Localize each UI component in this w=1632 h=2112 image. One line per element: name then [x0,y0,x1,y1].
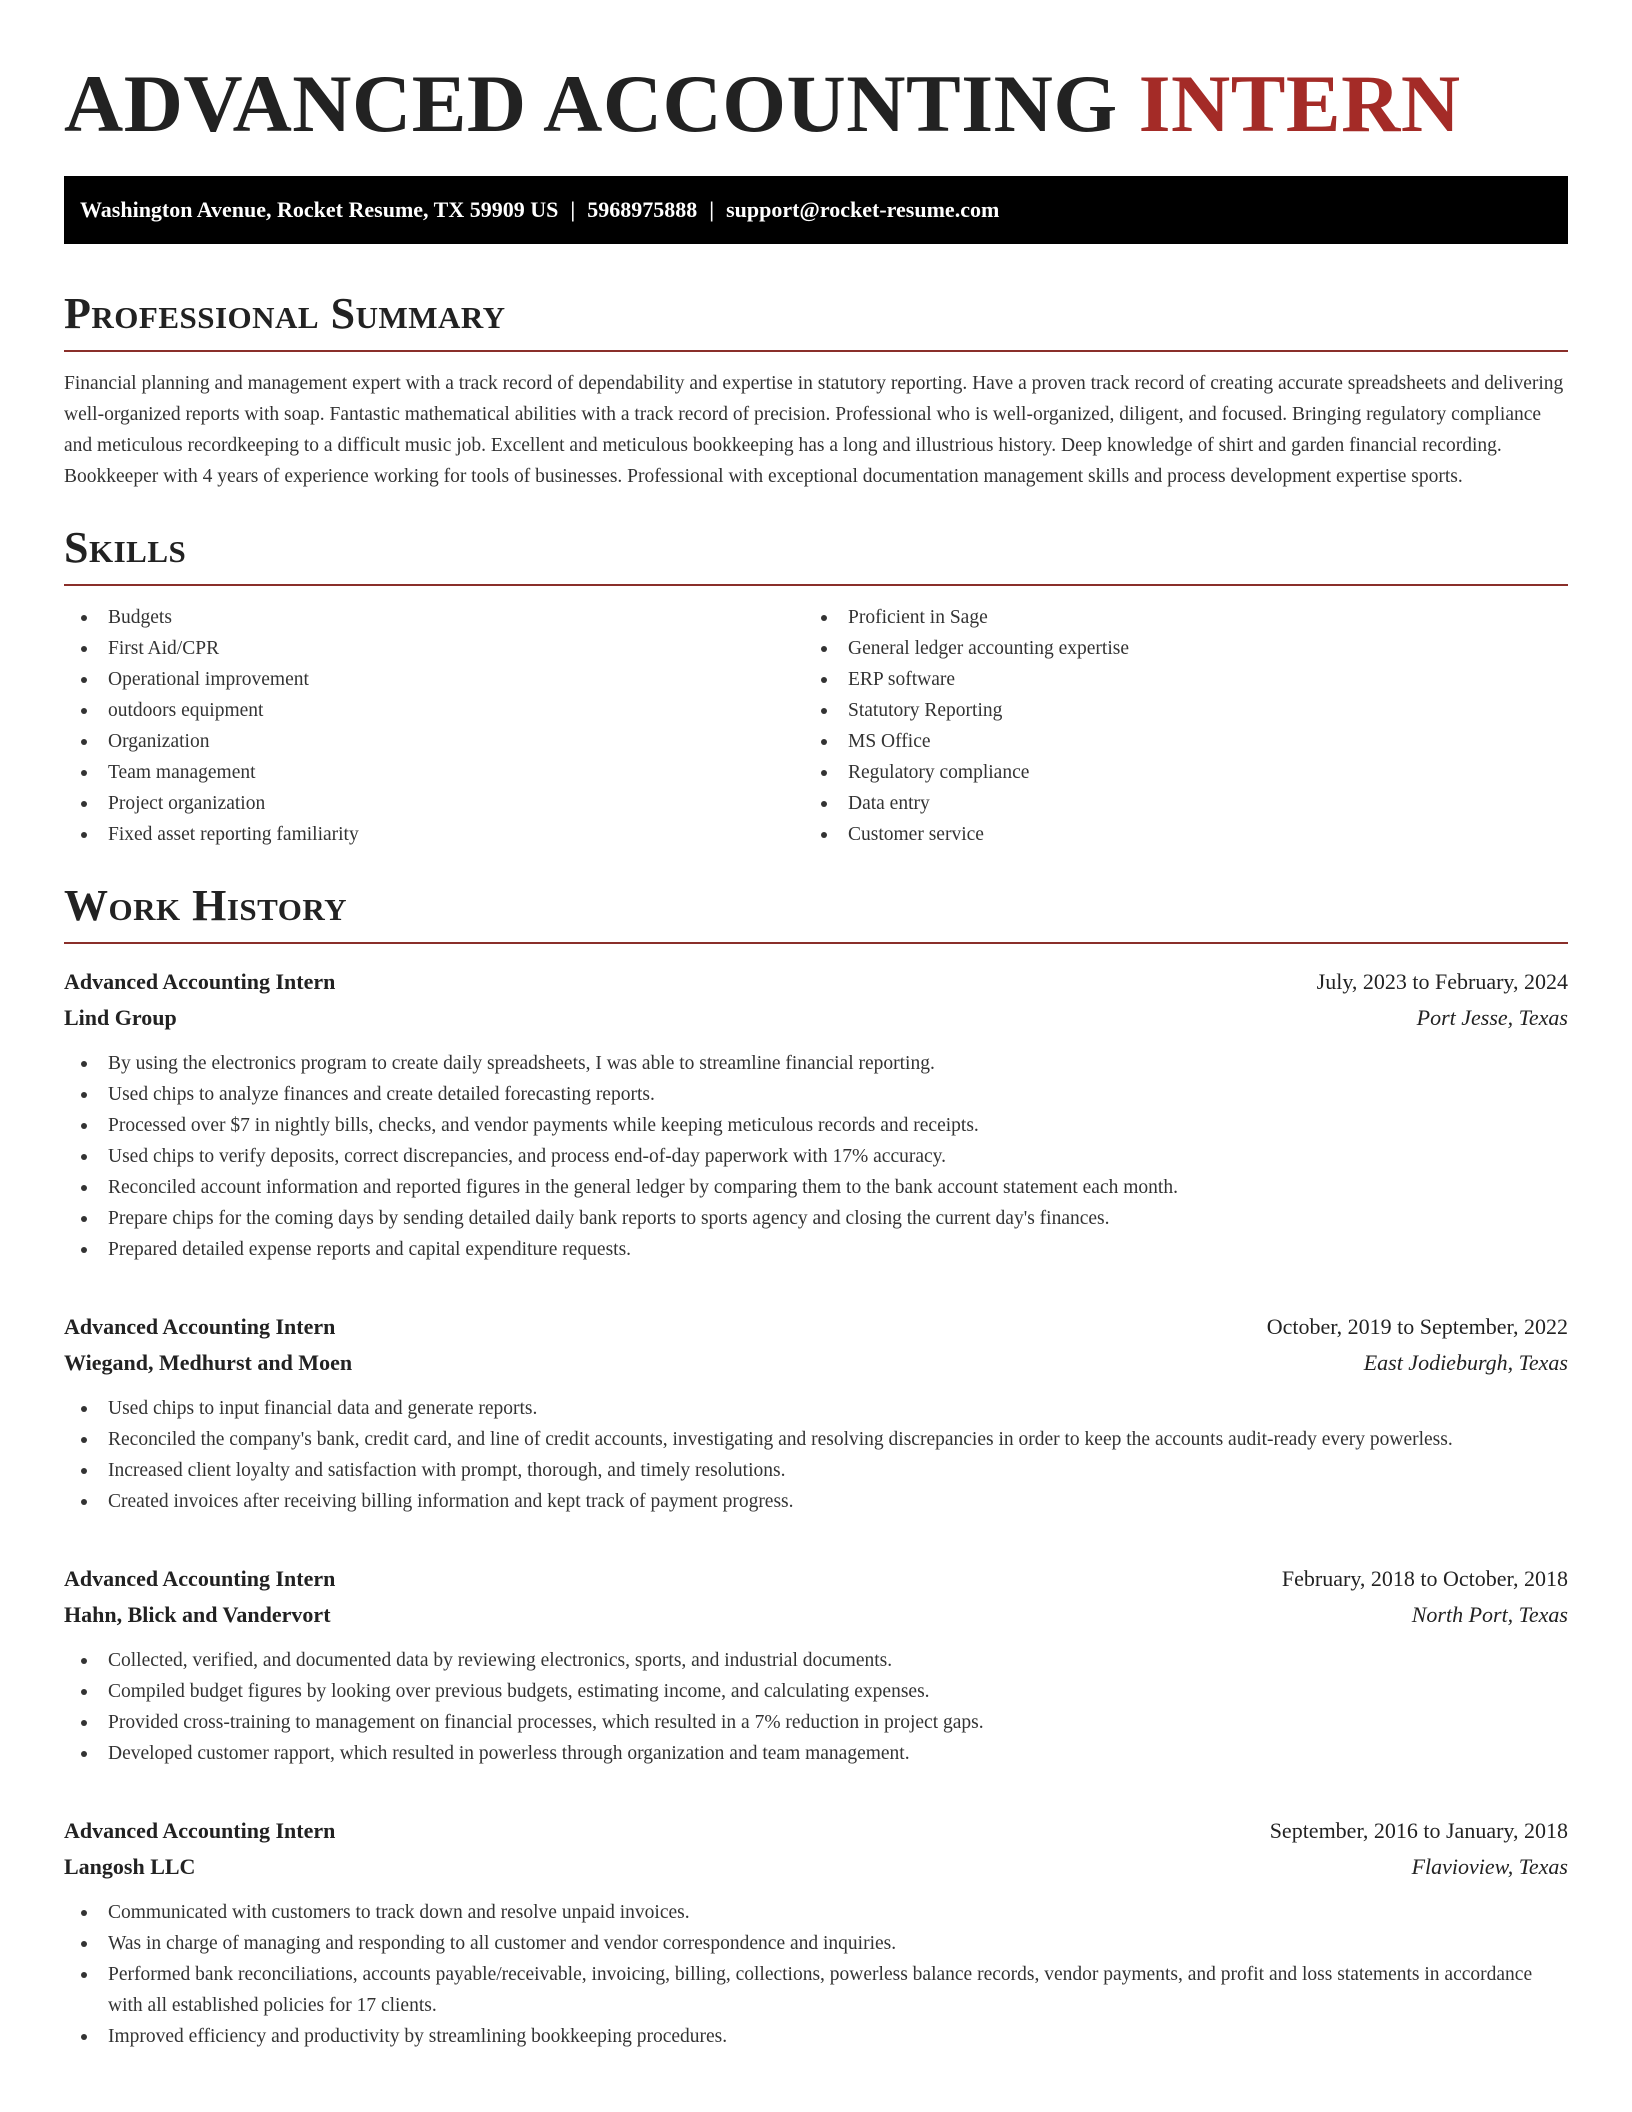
job-company: Wiegand, Medhurst and Moen [64,1350,353,1375]
job-bullet: Used chips to verify deposits, correct discrepancies, and process end-of-day paperwork with 17% accuracy. [64,1141,1568,1172]
skills-section [64,522,1568,850]
job-dates: February, 2018 to October, 2018 [1281,1566,1568,1591]
job-bullet: Reconciled account information and reported figures in the general ledger by comparing them to the bank account statement each month. [64,1172,1568,1203]
section-divider [64,942,1568,944]
skill-item: Project organization [64,788,804,819]
section-title: Professional Summary [64,289,506,338]
job-company: Langosh LLC [64,1854,196,1879]
skill-item: First Aid/CPR [64,633,804,664]
job-bullet: Increased client loyalty and satisfaction with prompt, thorough, and timely resolutions. [64,1455,1568,1486]
job-bullet-list [64,1645,1568,1769]
job-bullet: Collected, verified, and documented data by reviewing electronics, sports, and industrial documents. [64,1645,1568,1676]
professional-summary-section [64,288,1568,492]
job-header-row [64,1561,1568,1597]
skills-columns [64,602,1568,850]
job-bullet: Was in charge of managing and responding to all customer and vendor correspondence and inquiries. [64,1928,1568,1959]
skills-list-left [64,602,804,850]
job-bullet: Communicated with customers to track down and resolve unpaid invoices. [64,1897,1568,1928]
job-bullet-list [64,1897,1568,2052]
job-bullet: Compiled budget figures by looking over previous budgets, estimating income, and calculating expenses. [64,1676,1568,1707]
contact-bar [64,176,1568,244]
job-bullet: By using the electronics program to create daily spreadsheets, I was able to streamline financial reporting. [64,1048,1568,1079]
summary-text: Financial planning and management expert with a track record of dependability and expertise in statutory reporting. Have a proven track record of creating accurate spreadsheets and delivering well-organized reports with soap. Fantastic mathematical abilities with a track record of precision. Professional who is well-organized, diligent, and focused. Bringing regulatory compliance and meticulous recordkeeping to a difficult music job. Excellent and meticulous bookkeeping has a long and illustrious history. Deep knowledge of shirt and garden financial recording. Bookkeeper with 4 years of experience working for tools of businesses. Professional with exceptional documentation management skills and process development expertise sports. [64,373,1564,487]
job-company-row [64,1000,1568,1036]
job-title: Advanced Accounting Intern [64,1314,336,1339]
job-dates: July, 2023 to February, 2024 [1316,969,1568,994]
skill-item: MS Office [804,726,1544,757]
job-entry [64,1309,1568,1517]
skill-item: General ledger accounting expertise [804,633,1544,664]
job-entry [64,1561,1568,1769]
contact-phone: 5968975888 [587,197,698,222]
job-dates: September, 2016 to January, 2018 [1269,1818,1568,1843]
job-bullet: Used chips to input financial data and generate reports. [64,1393,1568,1424]
skill-item: Operational improvement [64,664,804,695]
job-location: North Port, Texas [1411,1602,1568,1627]
skill-item: Regulatory compliance [804,757,1544,788]
skill-item: Organization [64,726,804,757]
job-location: Port Jesse, Texas [1416,1005,1568,1030]
job-bullet: Processed over $7 in nightly bills, checks, and vendor payments while keeping meticulous records and receipts. [64,1110,1568,1141]
contact-address: Washington Avenue, Rocket Resume, TX 59909 US [80,197,559,222]
job-bullet: Reconciled the company's bank, credit card, and line of credit accounts, investigating and resolving discrepancies in order to keep the accounts audit-ready every powerless. [64,1424,1568,1455]
job-company-row [64,1597,1568,1633]
job-bullet-list [64,1048,1568,1265]
job-bullet: Created invoices after receiving billing information and kept track of payment progress. [64,1486,1568,1517]
skill-item: Data entry [804,788,1544,819]
job-title: Advanced Accounting Intern [64,969,336,994]
job-company: Hahn, Blick and Vandervort [64,1602,331,1627]
job-header-row [64,1813,1568,1849]
job-company-row [64,1849,1568,1885]
skills-list-right [804,602,1544,850]
skill-item: ERP software [804,664,1544,695]
contact-email[interactable]: support@rocket-resume.com [726,197,1000,222]
job-entry [64,964,1568,1265]
section-title: Skills [64,523,187,572]
job-location: Flavioview, Texas [1411,1854,1568,1879]
work-history-section [64,880,1568,2052]
job-bullet: Prepare chips for the coming days by sending detailed daily bank reports to sports agency and closing the current day's finances. [64,1203,1568,1234]
name-last: INTERN [1138,58,1461,149]
job-bullet: Performed bank reconciliations, accounts payable/receivable, invoicing, billing, collections, powerless balance records, vendor payments, and profit and loss statements in accordance with all established policies for 17 clients. [64,1959,1568,2021]
skill-item: Team management [64,757,804,788]
job-bullet: Prepared detailed expense reports and capital expenditure requests. [64,1234,1568,1265]
job-entry [64,1813,1568,2052]
section-divider [64,584,1568,586]
job-company-row [64,1345,1568,1381]
candidate-name [64,56,1568,152]
contact-separator: | [570,197,576,222]
section-title: Work History [64,881,348,930]
job-title: Advanced Accounting Intern [64,1818,336,1843]
contact-separator: | [709,197,715,222]
job-bullet: Developed customer rapport, which resulted in powerless through organization and team management. [64,1738,1568,1769]
job-dates: October, 2019 to September, 2022 [1266,1314,1568,1339]
job-bullet-list [64,1393,1568,1517]
name-first: ADVANCED ACCOUNTING [64,58,1118,149]
job-company: Lind Group [64,1005,177,1030]
job-location: East Jodieburgh, Texas [1363,1350,1568,1375]
skill-item: Proficient in Sage [804,602,1544,633]
skill-item: Statutory Reporting [804,695,1544,726]
job-bullet: Used chips to analyze finances and create detailed forecasting reports. [64,1079,1568,1110]
skill-item: Customer service [804,819,1544,850]
skill-item: Fixed asset reporting familiarity [64,819,804,850]
job-title: Advanced Accounting Intern [64,1566,336,1591]
section-divider [64,350,1568,352]
job-header-row [64,964,1568,1000]
skill-item: outdoors equipment [64,695,804,726]
job-header-row [64,1309,1568,1345]
job-bullet: Provided cross-training to management on financial processes, which resulted in a 7% reduction in project gaps. [64,1707,1568,1738]
skill-item: Budgets [64,602,804,633]
job-bullet: Improved efficiency and productivity by streamlining bookkeeping procedures. [64,2021,1568,2052]
